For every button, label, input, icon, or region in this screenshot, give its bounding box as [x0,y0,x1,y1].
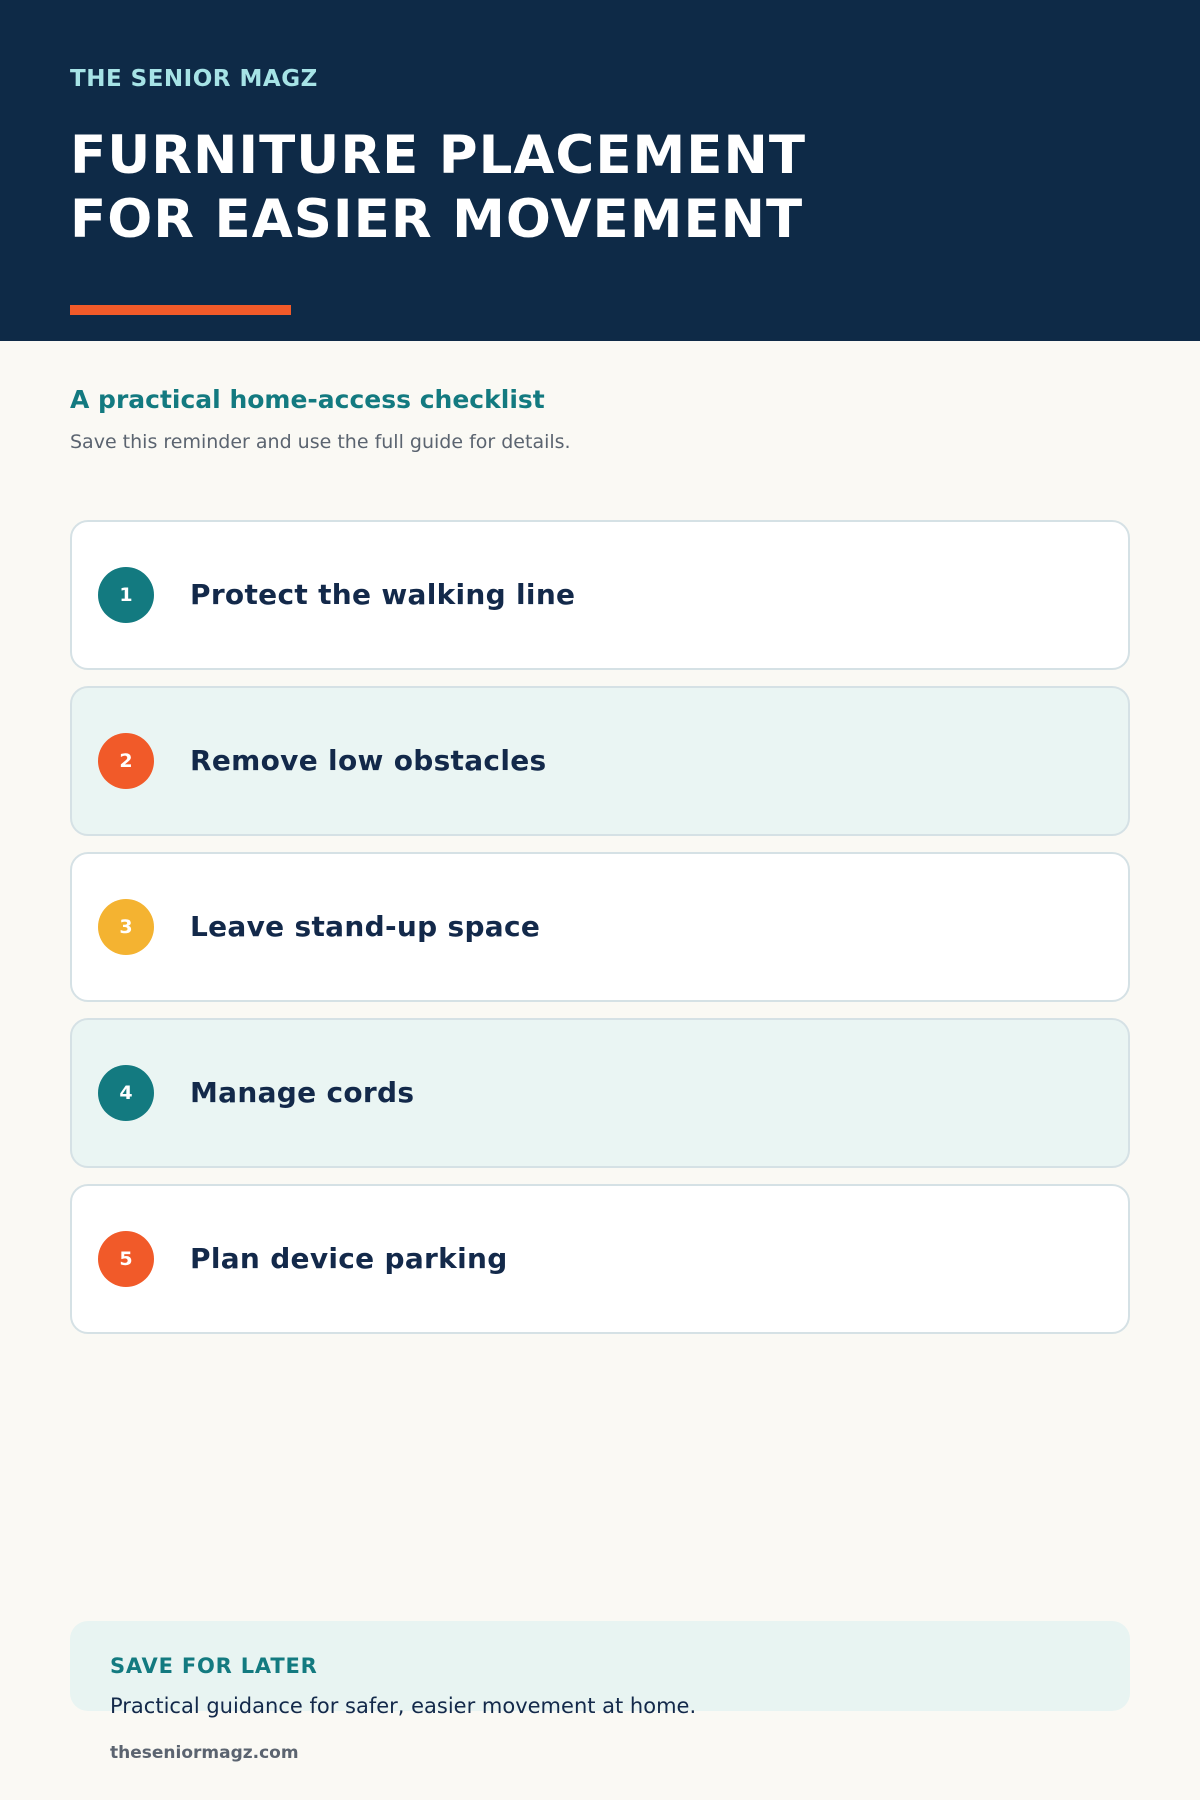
page-title [70,124,806,252]
step-number-badge: 3 [98,899,154,955]
checklist-item [70,686,1130,836]
brand-name: THE SENIOR MAGZ [70,66,318,92]
title-line-1: FURNITURE PLACEMENT [70,125,806,186]
checklist-item [70,1018,1130,1168]
step-number-badge: 4 [98,1065,154,1121]
save-for-later-text: Practical guidance for safer, easier movement at home. [110,1694,697,1718]
checklist-item [70,852,1130,1002]
website-url: theseniormagz.com [110,1743,299,1763]
checklist [70,520,1130,1350]
step-number-badge: 5 [98,1231,154,1287]
step-number-badge: 1 [98,567,154,623]
checklist-item-label: Remove low obstacles [190,744,547,777]
checklist-item [70,520,1130,670]
title-line-2: FOR EASIER MOVEMENT [70,189,804,250]
checklist-item-label: Protect the walking line [190,578,576,611]
checklist-item-label: Leave stand-up space [190,910,541,943]
title-accent-bar [70,305,291,315]
step-number-badge: 2 [98,733,154,789]
checklist-description: Save this reminder and use the full guide for details. [70,431,571,453]
header-banner [0,0,1200,341]
checklist-item [70,1184,1130,1334]
checklist-item-label: Manage cords [190,1076,415,1109]
save-for-later-heading: SAVE FOR LATER [110,1654,318,1678]
checklist-subtitle: A practical home-access checklist [70,385,545,414]
checklist-item-label: Plan device parking [190,1242,508,1275]
